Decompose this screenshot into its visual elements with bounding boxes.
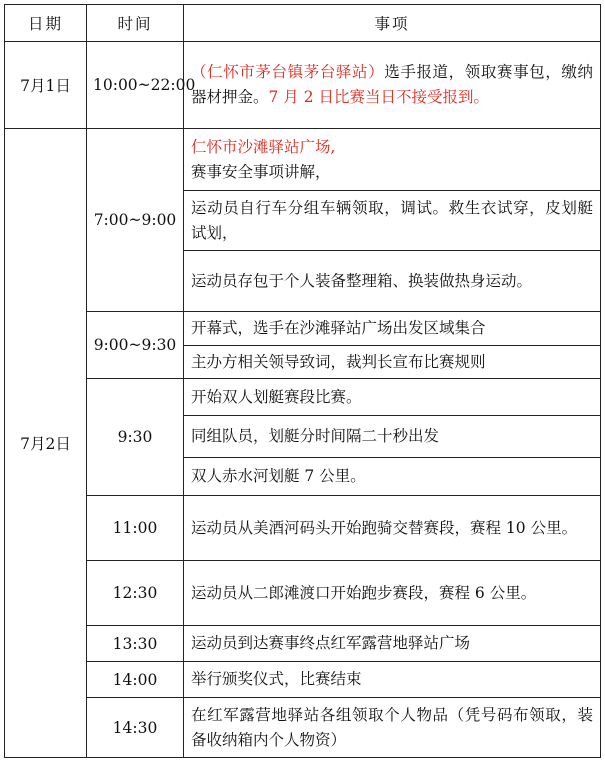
- slot-time: 9:00~9:30: [87, 312, 184, 379]
- schedule-row: [5, 561, 601, 626]
- location-label: 仁怀市沙滩驿站广场,: [191, 137, 336, 156]
- schedule-item: 开幕式，选手在沙滩驿站广场出发区域集合: [184, 312, 601, 346]
- schedule-row: [5, 496, 601, 561]
- day1-notice: 7 月 2 日比赛当日不接受报到。: [268, 88, 490, 106]
- item-text: 赛事安全事项讲解，: [191, 162, 331, 181]
- slot-time: 14:00: [87, 662, 184, 698]
- slot-time: 9:30: [87, 379, 184, 496]
- day1-location: （仁怀市茅台镇茅台驿站）: [191, 63, 385, 81]
- schedule-item: 举行颁奖仪式，比赛结束: [184, 662, 601, 698]
- header-row: [5, 5, 601, 42]
- schedule-item: 运动员存包于个人装备整理箱、换装做热身运动。: [184, 251, 601, 312]
- schedule-item: 在红军露营地驿站各组领取个人物品（凭号码布领取，装备收纳箱内个人物资）: [184, 698, 601, 758]
- schedule-item: 运动员从二郎滩渡口开始跑步赛段，赛程 6 公里。: [184, 561, 601, 626]
- slot-time: 7:00~9:00: [87, 129, 184, 312]
- schedule-item: 双人赤水河划艇 7 公里。: [184, 458, 601, 496]
- day1-time: 10:00~22:00: [87, 42, 184, 129]
- slot-time: 12:30: [87, 561, 184, 626]
- schedule-item: 运动员从美酒河码头开始跑骑交替赛段，赛程 10 公里。: [184, 496, 601, 561]
- day1-item: [184, 42, 601, 129]
- day1-description: 选手报道，领取赛事包，缴纳器材押金。: [191, 63, 593, 106]
- schedule-item: 开始双人划艇赛段比赛。: [184, 379, 601, 416]
- header-item: 事项: [184, 5, 601, 42]
- schedule-row: [5, 129, 601, 191]
- schedule-table: [4, 4, 601, 758]
- schedule-row: [5, 698, 601, 758]
- day1-date: 7月1日: [5, 42, 87, 129]
- slot-time: 14:30: [87, 698, 184, 758]
- schedule-item: 运动员自行车分组车辆领取，调试。救生衣试穿，皮划艇试划，: [184, 191, 601, 251]
- schedule-item: 主办方相关领导致词，裁判长宣布比赛规则: [184, 346, 601, 379]
- schedule-item: 运动员到达赛事终点红军露营地驿站广场: [184, 626, 601, 662]
- header-time: 时间: [87, 5, 184, 42]
- schedule-row: [5, 662, 601, 698]
- schedule-row: [5, 312, 601, 346]
- day2-date: 7月2日: [5, 129, 87, 758]
- slot-time: 13:30: [87, 626, 184, 662]
- day1-row: [5, 42, 601, 129]
- slot-time: 11:00: [87, 496, 184, 561]
- schedule-item: 同组队员，划艇分时间隔二十秒出发: [184, 416, 601, 458]
- header-date: 日期: [5, 5, 87, 42]
- schedule-row: [5, 379, 601, 416]
- schedule-item: [184, 129, 601, 191]
- schedule-row: [5, 626, 601, 662]
